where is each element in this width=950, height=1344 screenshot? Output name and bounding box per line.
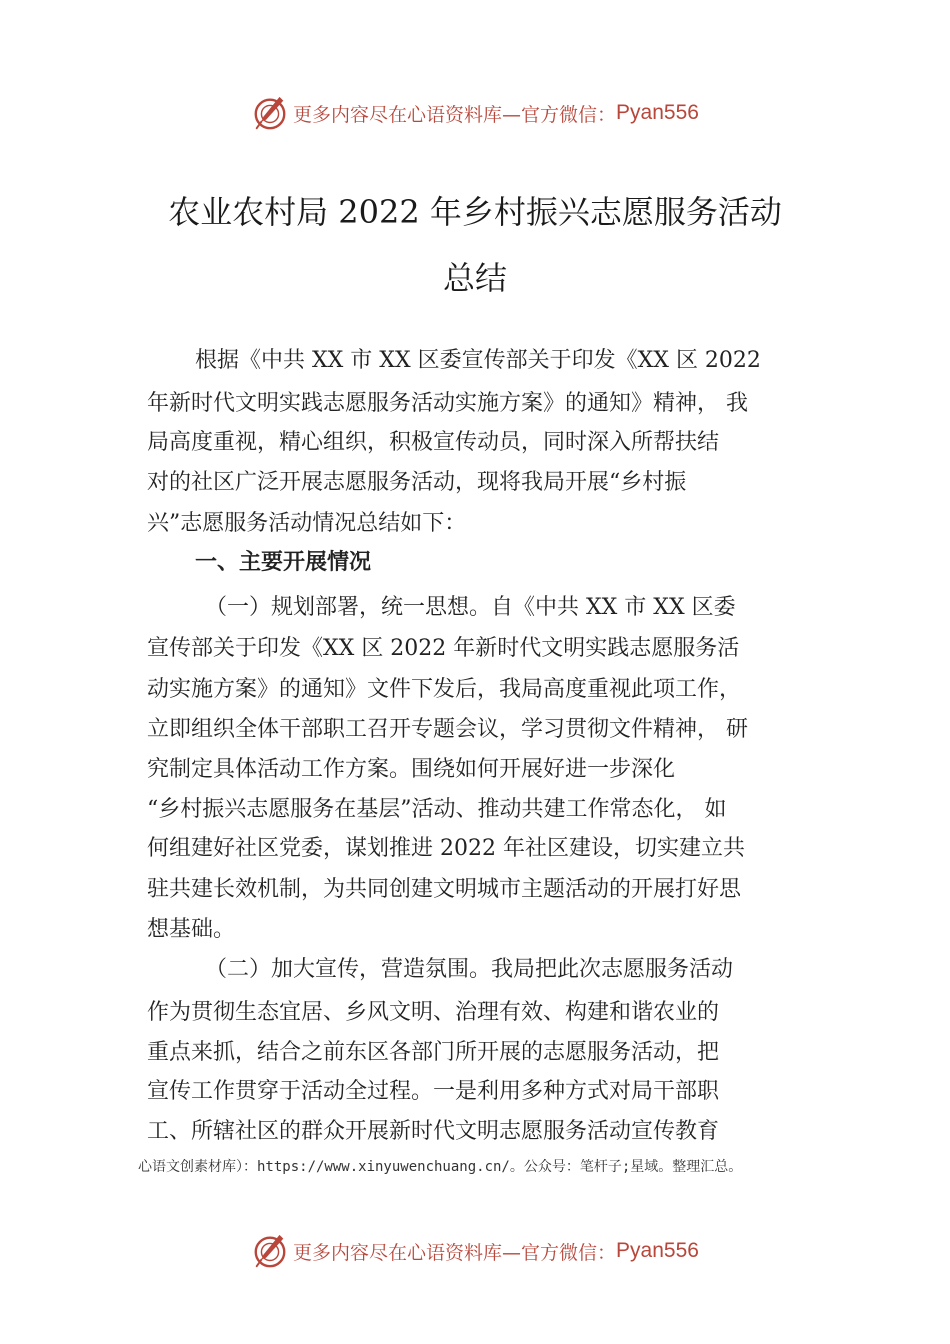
- body-line: 重点来抓，结合之前东区各部门所开展的志愿服务活动，把: [147, 1040, 720, 1065]
- body-line: 何组建好社区党委，谋划推进 2022 年社区建设，切实建立共: [147, 836, 745, 861]
- body-line: 根据《中共 XX 市 XX 区委宣传部关于印发《XX 区 2022: [195, 348, 761, 373]
- section-heading: 一、主要开展情况: [195, 550, 372, 575]
- banner-text: 更多内容尽在心语资料库—官方微信：: [293, 103, 617, 126]
- banner-text: 更多内容尽在心语资料库—官方微信：: [293, 1241, 617, 1264]
- body-line: 局高度重视，精心组织，积极宣传动员，同时深入所帮扶结: [147, 430, 720, 455]
- document-title-line-1: 农业农村局 2022 年乡村振兴志愿服务活动: [168, 193, 782, 231]
- body-line: “乡村振兴志愿服务在基层”活动、推动共建工作常态化， 如: [147, 797, 727, 822]
- body-line: 立即组织全体干部职工召开专题会议，学习贯彻文件精神， 研: [147, 717, 748, 742]
- footer-banner: [0, 1231, 950, 1271]
- body-line: （二）加大宣传，营造氛围。我局把此次志愿服务活动: [205, 957, 734, 982]
- banner-wechat-account: Pyan556: [616, 101, 699, 124]
- document-title-line-2: 总结: [442, 259, 507, 297]
- body-line: 工、所辖社区的群众开展新时代文明志愿服务活动宣传教育: [147, 1119, 720, 1144]
- body-line: （一）规划部署，统一思想。自《中共 XX 市 XX 区委: [205, 595, 736, 620]
- body-line: 究制定具体活动工作方案。围绕如何开展好进一步深化: [147, 757, 676, 782]
- body-line: 宣传部关于印发《XX 区 2022 年新时代文明实践志愿服务活: [147, 636, 740, 661]
- body-line: 兴”志愿服务活动情况总结如下：: [147, 511, 467, 536]
- header-banner: [0, 93, 950, 133]
- body-line: 年新时代文明实践志愿服务活动实施方案》的通知》精神， 我: [147, 391, 748, 416]
- source-footnote: 心语文创素材库）：https://www.xinyuwenchuang.cn/。公众号：笔杆子;星域。整理汇总。: [138, 1159, 743, 1175]
- banner-wechat-account: Pyan556: [616, 1239, 699, 1262]
- body-line: 宣传工作贯穿于活动全过程。一是利用多种方式对局干部职: [147, 1079, 720, 1104]
- quill-pen-seal-icon: [251, 1232, 289, 1270]
- body-line: 对的社区广泛开展志愿服务活动，现将我局开展“乡村振: [147, 470, 687, 495]
- body-line: 驻共建长效机制，为共同创建文明城市主题活动的开展打好思: [147, 877, 742, 902]
- quill-pen-seal-icon: [251, 94, 289, 132]
- body-line: 动实施方案》的通知》文件下发后，我局高度重视此项工作，: [147, 677, 742, 702]
- body-line: 作为贯彻生态宜居、乡风文明、治理有效、构建和谐农业的: [147, 1000, 720, 1025]
- body-line: 想基础。: [147, 917, 236, 942]
